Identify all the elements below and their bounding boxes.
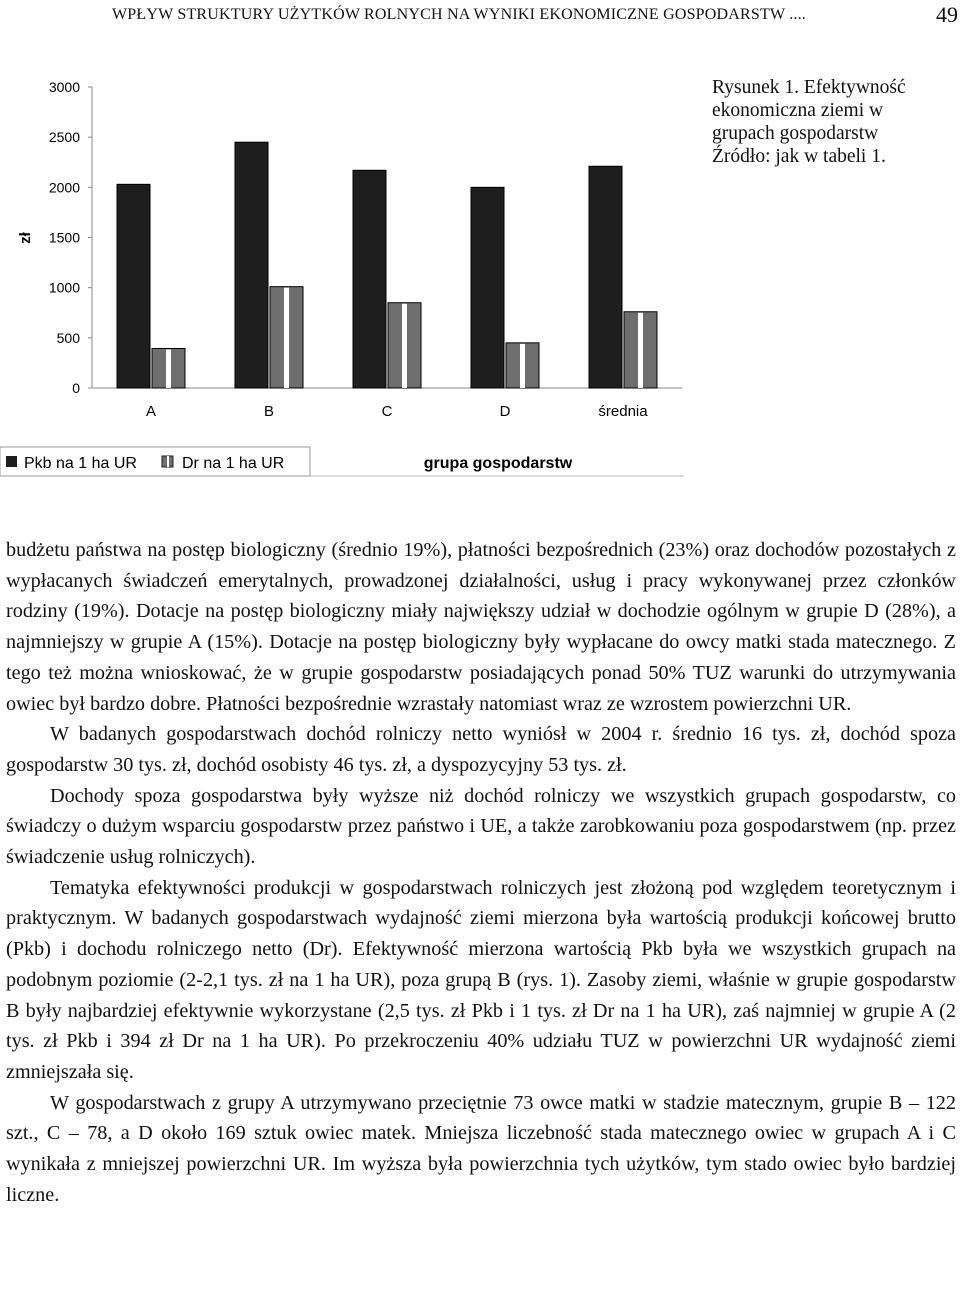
running-head: WPŁYW STRUKTURY UŻYTKÓW ROLNYCH NA WYNIKI EKONOMICZNE GOSPODARSTW ....	[112, 6, 806, 23]
paragraph: W badanych gospodarstwach dochód rolniczy netto wyniósł w 2004 r. średnio 16 tys. zł, dochód spoza gospodarstw 30 tys. zł, dochód osobisty 46 tys. zł, a dyspozycyjny 53 tys. zł.	[6, 723, 956, 776]
x-tick-label: D	[499, 403, 511, 420]
caption-source: Źródło: jak w tabeli 1.	[712, 146, 886, 167]
paragraph: Dochody spoza gospodarstwa były wyższe niż dochód rolniczy we wszystkich grupach gospodarstw, co świadczy o dużym wsparciu gospodarstw przez państwo i UE, a także zarobkowaniu poza gospodarstwem (np. przez świadczenie usług rolniczych).	[6, 784, 956, 869]
legend	[0, 447, 310, 476]
y-tick-label: 500	[56, 329, 80, 346]
y-tick-label: 1000	[48, 279, 80, 296]
x-tick-label: A	[145, 403, 157, 420]
bar-chart	[0, 70, 700, 490]
paragraph: Tematyka efektywności produkcji w gospodarstwach rolniczych jest złożoną pod względem teoretycznym i praktycznym. W badanych gospodarstwach wydajność ziemi mierzona była wartością produkcji końcowej brutto (Pkb) i dochodu rolniczego netto (Dr). Efektywność mierzona wartością Pkb była we wszystkich grupach na podobnym poziomie (2-2,1 tys. zł na 1 ha UR), poza grupą B (rys. 1). Zasoby ziemi, właśnie w grupie gospodarstw B były najbardziej efektywnie wykorzystane (2,5 tys. zł Pkb i 1 tys. zł Dr na 1 ha UR), zaś najmniej w grupie A (2 tys. zł Pkb i 394 zł Dr na 1 ha UR). Po przekroczeniu 40% udziału TUZ w powierzchni UR wydajność ziemi zmniejszała się.	[6, 876, 956, 1083]
body-text	[6, 535, 956, 1210]
legend-swatch-pkb	[6, 456, 17, 467]
bar-dr-stripe	[520, 344, 525, 388]
y-tick-label: 1500	[48, 229, 80, 246]
bar-pkb	[589, 166, 622, 388]
legend-label-pkb: Pkb na 1 ha UR	[24, 455, 137, 472]
paragraph: W gospodarstwach z grupy A utrzymywano przeciętnie 73 owce matki w stadzie matecznym, grupie B – 122 szt., C – 78, a D około 169 sztuk owiec matek. Mniejsza liczebność stada matecznego owiec w grupach A i C wynikała z mniejszej powierzchni UR. Im wyższa była powierzchnia tych użytków, tym stado owiec było bardziej liczne.	[6, 1091, 956, 1206]
caption-line: ekonomiczna ziemi w	[712, 100, 884, 121]
bar-dr-stripe	[166, 349, 171, 388]
bar-pkb	[117, 184, 150, 388]
y-tick-label: 2500	[48, 129, 80, 146]
y-tick-label: 2000	[48, 179, 80, 196]
bar-dr-stripe	[638, 313, 643, 388]
caption-line: Rysunek 1. Efektywność	[712, 77, 906, 98]
page-number: 49	[936, 2, 958, 27]
y-tick-label: 3000	[48, 79, 80, 95]
y-tick-label: 0	[72, 380, 80, 396]
bar-dr-stripe	[402, 304, 407, 388]
bar-pkb	[353, 170, 386, 388]
legend-label-dr: Dr na 1 ha UR	[182, 455, 285, 472]
x-tick-label: średnia	[598, 403, 648, 420]
x-tick-label: B	[263, 403, 275, 420]
bar-pkb	[471, 187, 504, 388]
bar-pkb	[235, 142, 268, 388]
caption-line: grupach gospodarstw	[712, 123, 879, 144]
bar-dr-stripe	[284, 288, 289, 388]
figure-caption	[712, 76, 952, 168]
y-axis-label: zł	[17, 232, 34, 244]
legend-swatch-dr-stripe	[167, 456, 169, 467]
paragraph: budżetu państwa na postęp biologiczny (średnio 19%), płatności bezpośrednich (23%) oraz dochodów pozostałych z wypłacanych świadczeń emerytalnych, prowadzonej działalności, usług i pracy wykonywanej przez członków rodziny (19%). Dotacje na postęp biologiczny miały największy udział w dochodzie ogólnym w grupie D (28%), a najmniejszy w grupie A (15%). Dotacje na postęp biologiczny były wypłacane do owcy matki stada matecznego. Z tego też można wnioskować, że w grupie gospodarstw posiadających ponad 50% TUZ warunki do utrzymywania owiec był bardzo dobre. Płatności bezpośrednie wzrastały natomiast wraz ze wzrostem powierzchni UR.	[6, 539, 956, 715]
x-axis-label: grupa gospodarstw	[423, 455, 573, 472]
x-tick-label: C	[381, 403, 393, 420]
